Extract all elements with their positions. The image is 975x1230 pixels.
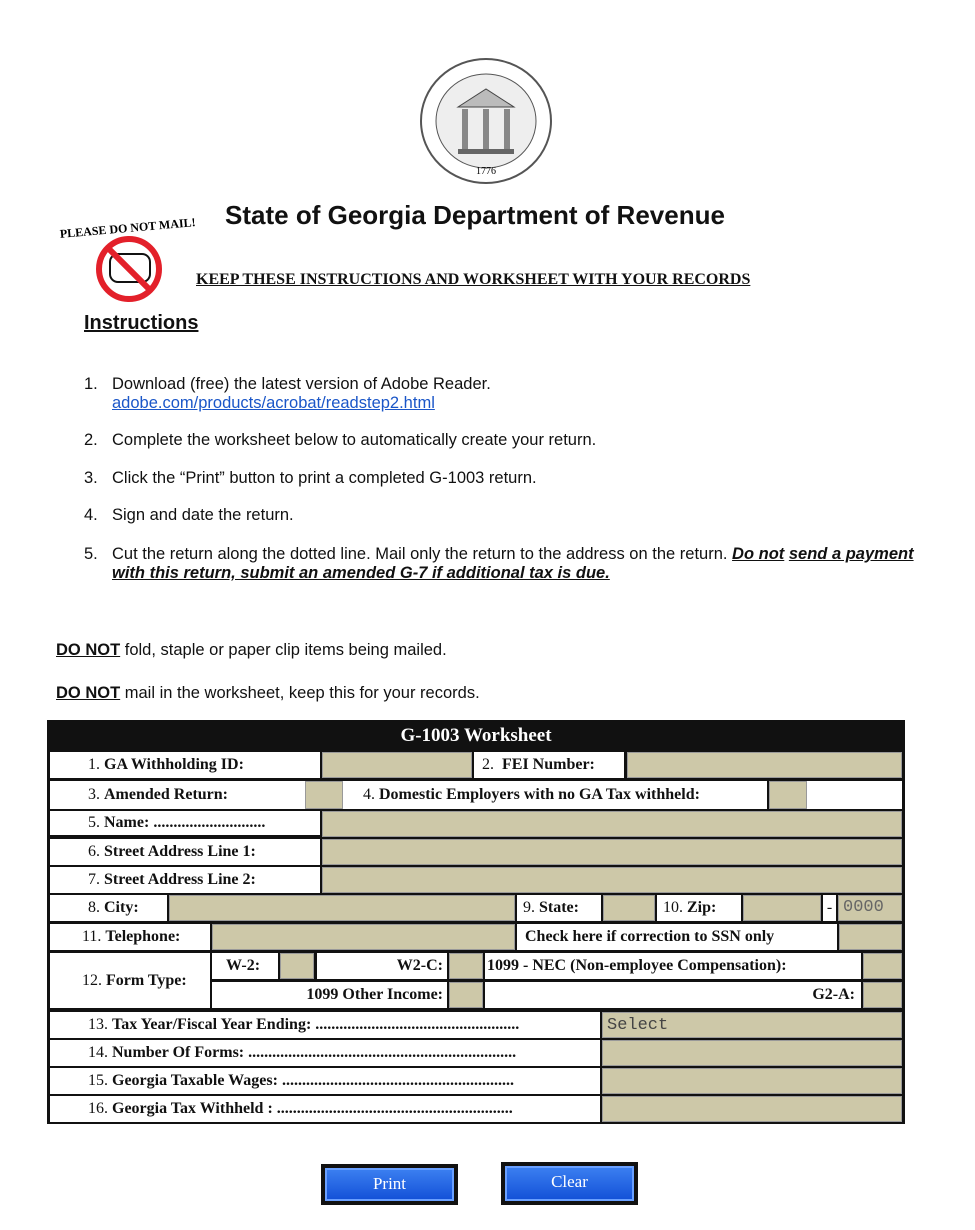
telephone-label: 11. Telephone: [50,924,210,950]
taxable-wages-label: 15. Georgia Taxable Wages: .......................................................... [50,1068,600,1094]
w2-checkbox[interactable] [280,953,314,979]
note-no-fold: DO NOT fold, staple or paper clip items being mailed. [56,641,447,659]
page-title: State of Georgia Department of Revenue [225,200,725,230]
ga-withholding-id-label: 1. GA Withholding ID: [50,752,320,778]
taxable-wages-input[interactable] [602,1068,902,1094]
other-income-checkbox[interactable] [449,982,483,1008]
fei-number-input[interactable] [627,752,902,778]
domestic-employers-checkbox[interactable] [769,781,807,809]
instructions-heading: Instructions [84,312,199,334]
svg-text:1776: 1776 [476,166,496,177]
worksheet-title: G-1003 Worksheet [400,725,552,746]
nec-checkbox[interactable] [863,953,902,979]
keep-records-notice: KEEP THESE INSTRUCTIONS AND WORKSHEET WITH YOUR RECORDS [196,271,751,288]
tax-year-label: 13. Tax Year/Fiscal Year Ending: ................................................... [50,1012,600,1038]
ssn-correction-label: Check here if correction to SSN only [517,924,837,950]
note-no-worksheet: DO NOT mail in the worksheet, keep this for your records. [56,684,480,702]
fei-number-label: 2. FEI Number: [474,752,624,778]
state-input[interactable] [603,895,655,921]
number-of-forms-input[interactable] [602,1040,902,1066]
zip-dash: - [823,895,836,921]
clear-button[interactable]: Clear [501,1162,638,1205]
g1003-worksheet [47,720,905,1124]
form-type-label: 12. Form Type: [50,953,210,1008]
state-label: 9. State: [517,895,601,921]
instruction-item: 4. Sign and date the return. [84,506,294,524]
adobe-link[interactable]: adobe.com/products/acrobat/readstep2.html [112,394,435,412]
w2c-label: W2-C: [317,953,447,979]
instruction-item: 3. Click the “Print” button to print a completed G-1003 return. [84,469,537,487]
street-2-input[interactable] [322,867,902,893]
g2a-checkbox[interactable] [863,982,902,1008]
tax-withheld-input[interactable] [602,1096,902,1122]
w2c-checkbox[interactable] [449,953,483,979]
number-of-forms-label: 14. Number Of Forms: ................................................................... [50,1040,600,1066]
zip4-input[interactable]: 0000 [838,895,902,921]
telephone-input[interactable] [212,924,515,950]
city-input[interactable] [169,895,515,921]
tax-year-select[interactable]: Select [602,1012,902,1038]
blank-cell [807,781,902,809]
zip-label: 10. Zip: [657,895,741,921]
g2a-label: G2-A: [485,982,861,1008]
georgia-seal-icon [418,57,554,185]
amended-return-label: 3. Amended Return: [50,781,305,809]
print-button[interactable]: Print [321,1164,458,1205]
other-income-label: 1099 Other Income: [212,982,447,1008]
name-input[interactable] [322,811,902,837]
ga-withholding-id-input[interactable] [322,752,472,778]
street-1-input[interactable] [322,839,902,865]
name-label: 5. Name: ............................ [50,811,320,835]
street-2-label: 7. Street Address Line 2: [50,867,320,893]
city-label: 8. City: [50,895,167,921]
zip-input[interactable] [743,895,821,921]
domestic-employers-label: 4. Domestic Employers with no GA Tax withheld: [343,781,767,809]
svg-text:PLEASE DO NOT MAIL!: PLEASE DO NOT MAIL! [59,215,197,241]
street-1-label: 6. Street Address Line 1: [50,839,320,865]
instruction-item: 5. Cut the return along the dotted line. Mail only the return to the address on the return. Do not send a payment with this return, submit an amended G-7 if additional tax is due. [84,545,914,582]
tax-withheld-label: 16. Georgia Tax Withheld : ........................................................... [50,1096,600,1122]
nec-label: 1099 - NEC (Non-employee Compensation): [485,953,861,979]
instruction-item: 1. Download (free) the latest version of Adobe Reader. adobe.com/products/acrobat/readstep2.html [84,375,491,412]
w2-label: W-2: [212,953,278,979]
amended-return-checkbox[interactable] [305,781,343,809]
ssn-correction-checkbox[interactable] [839,924,902,950]
instruction-item: 2. Complete the worksheet below to automatically create your return. [84,431,597,449]
